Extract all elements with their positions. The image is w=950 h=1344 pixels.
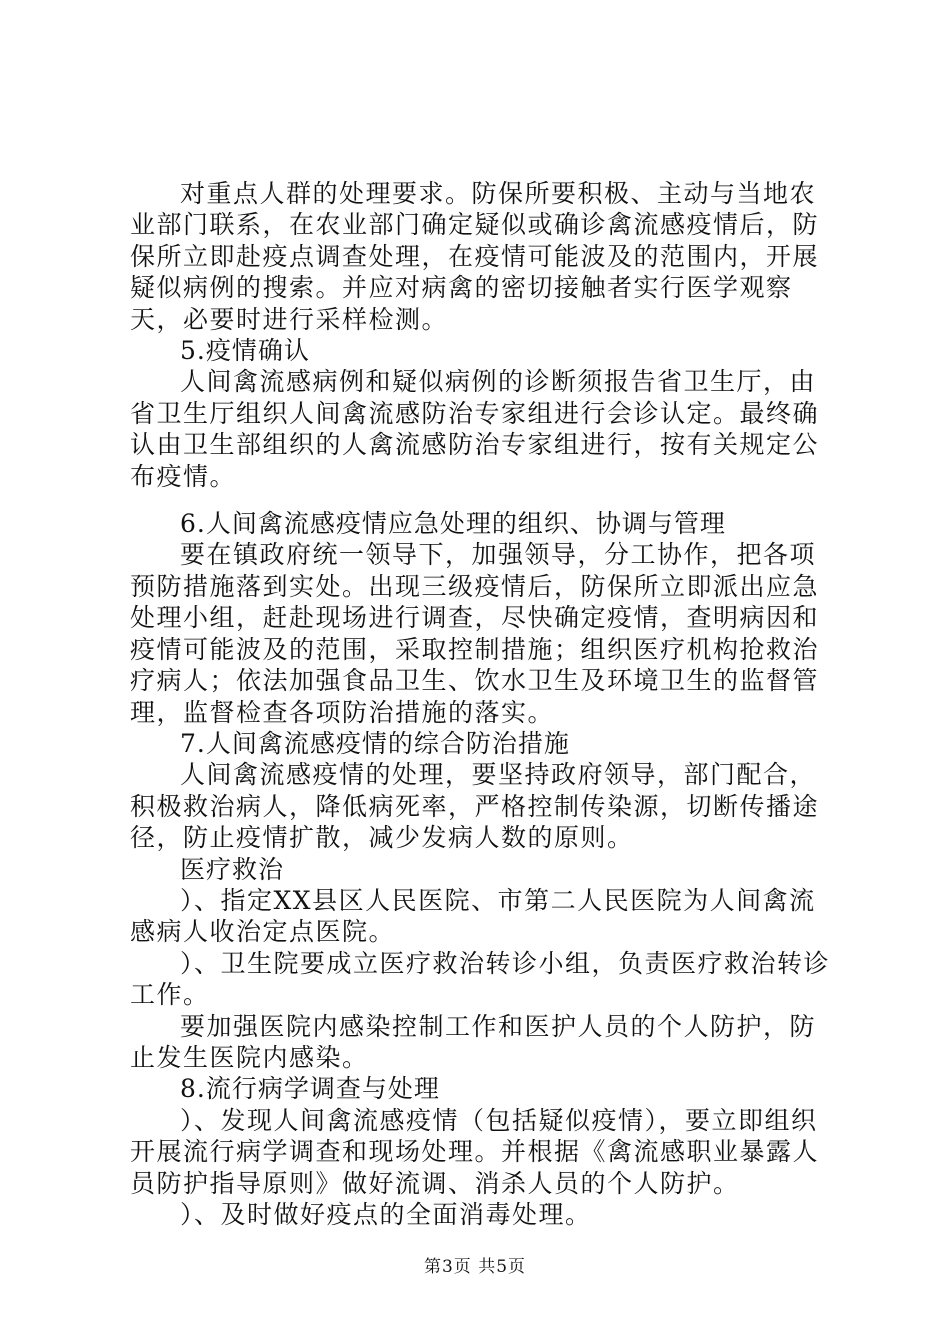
paragraph-principles: 人间禽流感疫情的处理，要坚持政府领导，部门配合，积极救治病人，降低病死率，严格控制传染源，切断传播途径，防止疫情扩散，减少发病人数的原则。 [130,760,820,853]
paragraph-key-groups: 对重点人群的处理要求。防保所要积极、主动与当地农业部门联系，在农业部门确定疑似或确诊禽流感疫情后，防保所立即赴疫点调查处理，在疫情可能波及的范围内，开展疑似病例的搜索。并应对病禽的密切接触者实行医学观察天，必要时进行采样检测。 [130,179,820,334]
paragraph-designated-hospitals: ）、指定XX县区人民医院、市第二人民医院为人间禽流感病人收治定点医院。 [130,885,816,947]
section-gap [130,492,840,508]
heading-epidemiology: 8.流行病学调查与处理 [180,1074,440,1104]
heading-comprehensive-measures: 7.人间禽流感疫情的综合防治措施 [180,728,570,758]
paragraph-investigation: ）、发现人间禽流感疫情（包括疑似疫情），要立即组织开展流行病学调查和现场处理。并根据《禽流感职业暴露人员防护指导原则》做好流调、消杀人员的个人防护。 [130,1105,820,1198]
heading-emergency-organization: 6.人间禽流感疫情应急处理的组织、协调与管理 [180,509,726,539]
page-footer: 第3页 共5页 [423,1257,527,1277]
heading-medical-treatment: 医疗救治 [180,854,285,884]
paragraph-infection-control: 要加强医院内感染控制工作和医护人员的个人防护，防止发生医院内感染。 [130,1011,817,1072]
document-body [130,178,840,1230]
heading-epidemic-confirmation: 5.疫情确认 [180,336,310,366]
paragraph-referral-team: ）、卫生院要成立医疗救治转诊小组，负责医疗救治转诊工作。 [130,948,831,1010]
paragraph-diagnosis-report: 人间禽流感病例和疑似病例的诊断须报告省卫生厅，由省卫生厅组织人间禽流感防治专家组进行会诊认定。最终确认由卫生部组织的人禽流感防治专家组进行，按有关规定公布疫情。 [130,367,820,491]
paragraph-leadership: 要在镇政府统一领导下，加强领导，分工协作，把各项预防措施落到实处。出现三级疫情后，防保所立即派出应急处理小组，赶赴现场进行调查，尽快确定疫情，查明病因和疫情可能波及的范围，采取控制措施；组织医疗机构抢救治疗病人；依法加强食品卫生、饮水卫生及环境卫生的监督管理，监督检查各项防治措施的落实。 [130,540,820,727]
paragraph-disinfection: ）、及时做好疫点的全面消毒处理。 [180,1200,592,1229]
